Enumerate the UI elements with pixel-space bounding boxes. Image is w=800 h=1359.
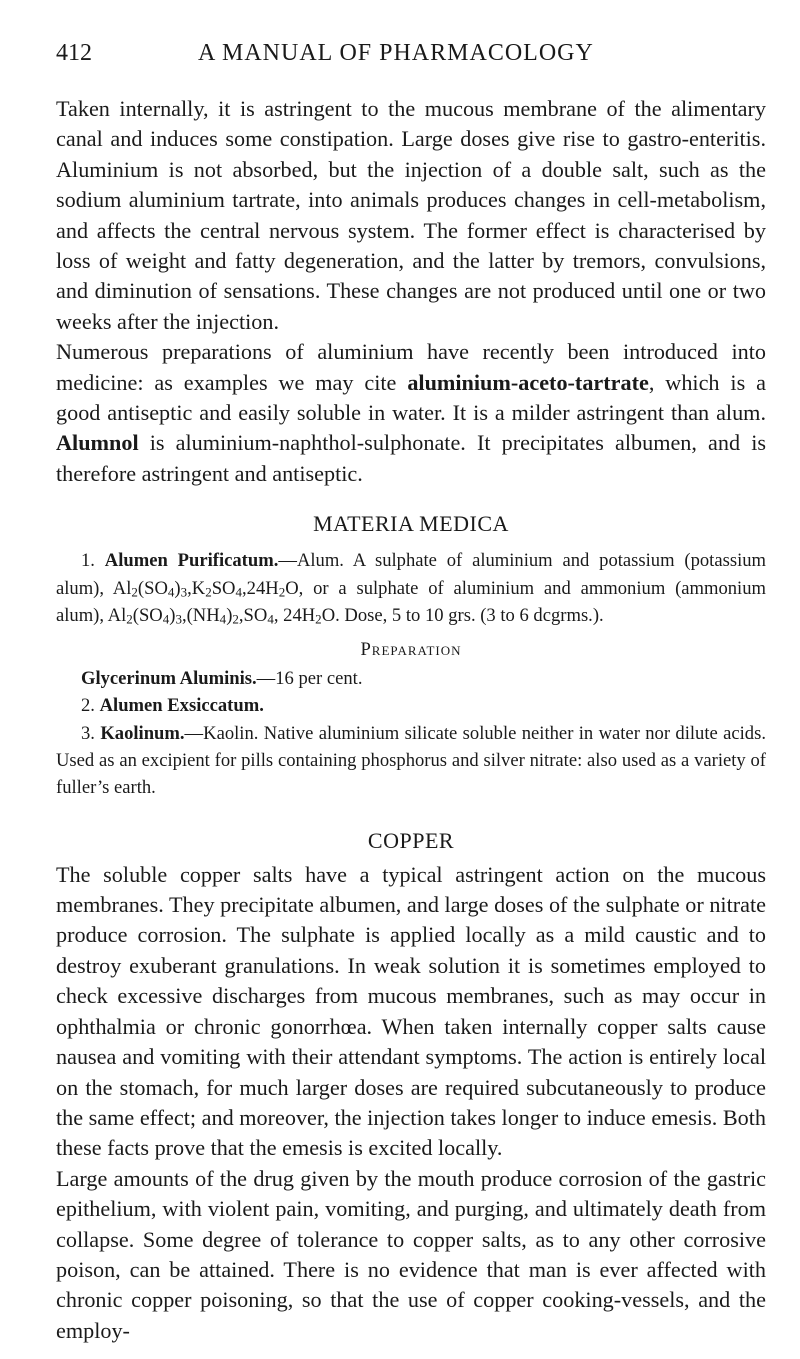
item-3-text: —Kaolin. Native aluminium silicate soluble neither in water nor dilute acids. Used as an excipient for pills containing phosphorus and silver nitrate: also used as a variety of fuller’s earth. [56,722,766,799]
item-1-text-k: ) [226,604,233,626]
sub: 2 [278,584,286,600]
prep-text: —16 per cent. [256,668,363,690]
term-aluminium-aceto-tartrate: aluminium-aceto-tartrate [407,369,649,395]
sub: 2 [126,611,133,627]
item-1-text-i: ) [169,604,176,626]
sub: 2 [205,584,212,600]
sub: 4 [167,584,175,600]
item-2-number: 2. [81,695,95,717]
intro-p2-text-c: , which is a good antiseptic and easily soluble in water. It is a milder astringent than alum. [56,369,766,426]
item-1-text-b: (SO [137,577,168,599]
item-1-number: 1. [81,550,95,572]
item-1-text-f: ,24H [242,577,279,599]
item-1-text-m: , 24H [273,604,316,626]
sub: 4 [162,611,170,627]
item-1-text-l: ,SO [238,604,268,626]
sub: 2 [232,611,239,627]
intro-paragraph-1: Taken internally, it is astringent to the mucous membrane of the alimentary canal and induces some constipation. Large doses give rise to gastro-enteritis. Aluminium is not absorbed, but the injection of a double salt, such as the sodium aluminium tartrate, into animals produces changes in cell-metabolism, and affects the central nervous system. The former effect is characterised by loss of weight and fatty degeneration, and the latter by tremors, convulsions, and diminution of sensations. These changes are not produced until one or two weeks after the injection. [56,96,766,334]
term-alumnol: Alumnol [56,430,139,456]
item-1-text-a: —Alum. A sulphate of aluminium and potassium (potassium alum), Al [56,550,766,599]
copper-paragraph-1: The soluble copper salts have a typical astringent action on the mucous membranes. They precipitate albumen, and large doses of the sulphate or nitrate produce corrosion. The sulphate is applied locally as a mild caustic and to destroy exuberant granulations. In weak solution it is sometimes employed to check excessive discharges from mucous membranes, such as may occur in ophthalmia or chronic gonorrhœa. When taken internally copper salts cause nausea and vomiting with their attendant symptoms. The action is entirely local on the stomach, for much larger doses are required subcutaneously to produce the same effect; and moreover, the injection takes longer to induce emesis. Both these facts prove that the emesis is excited locally. [56,861,766,1161]
sub: 2 [131,584,138,600]
sub: 2 [315,611,322,627]
item-3-number: 3. [81,722,95,744]
preparation-item [56,665,766,692]
materia-item-2 [56,692,766,719]
sub: 3 [180,584,188,600]
item-1-text-n: O. Dose, 5 to 10 grs. (3 to 6 dcgrms.). [321,604,604,626]
item-1-text-e: SO [211,577,236,599]
materia-item-3 [56,720,766,802]
sub: 4 [267,611,274,627]
materia-item-1 [56,547,766,629]
preparation-heading: Preparation [360,639,462,661]
intro-p2-text-e: is aluminium-naphthol-sulphonate. It precipitates albumen, and is therefore astringent and antiseptic. [56,430,766,486]
page-number: 412 [56,40,92,66]
item-3-name: Kaolinum. [100,722,185,744]
item-1-name: Alumen Purificatum. [104,550,279,572]
item-1-text-c: ) [174,577,181,599]
item-1-text-g: O, or a sulphate of aluminium and ammonium (ammonium alum), Al [56,577,766,626]
intro-paragraph-2 [56,337,766,489]
item-1-text-h: (SO [132,604,163,626]
sub: 4 [235,584,243,600]
running-title: A MANUAL OF PHARMACOLOGY [198,40,594,66]
sub: 3 [175,611,182,627]
item-1-text-d: ,K [187,577,206,599]
prep-name: Glycerinum Aluminis. [81,668,257,690]
copper-paragraph-2: Large amounts of the drug given by the mouth produce corrosion of the gastric epithelium, with violent pain, vomiting, and purging, and ultimately death from collapse. Some degree of tolerance to copper salts, as to any other corrosive poison, can be attained. There is no evidence that man is ever affected with chronic copper poisoning, so that the use of copper cooking-vessels, and the employ- [56,1165,766,1343]
item-1-text-j: ,(NH [181,604,220,626]
materia-medica-heading: MATERIA MEDICA [313,511,509,537]
intro-p2-text-a: Numerous preparations of aluminium have recently been introduced into medicine: as examples we may cite [56,339,766,395]
page-body [56,40,766,1346]
page-header [56,40,766,84]
item-2-name: Alumen Exsiccatum. [99,695,264,717]
sub: 4 [219,611,227,627]
copper-heading: COPPER [367,827,455,853]
